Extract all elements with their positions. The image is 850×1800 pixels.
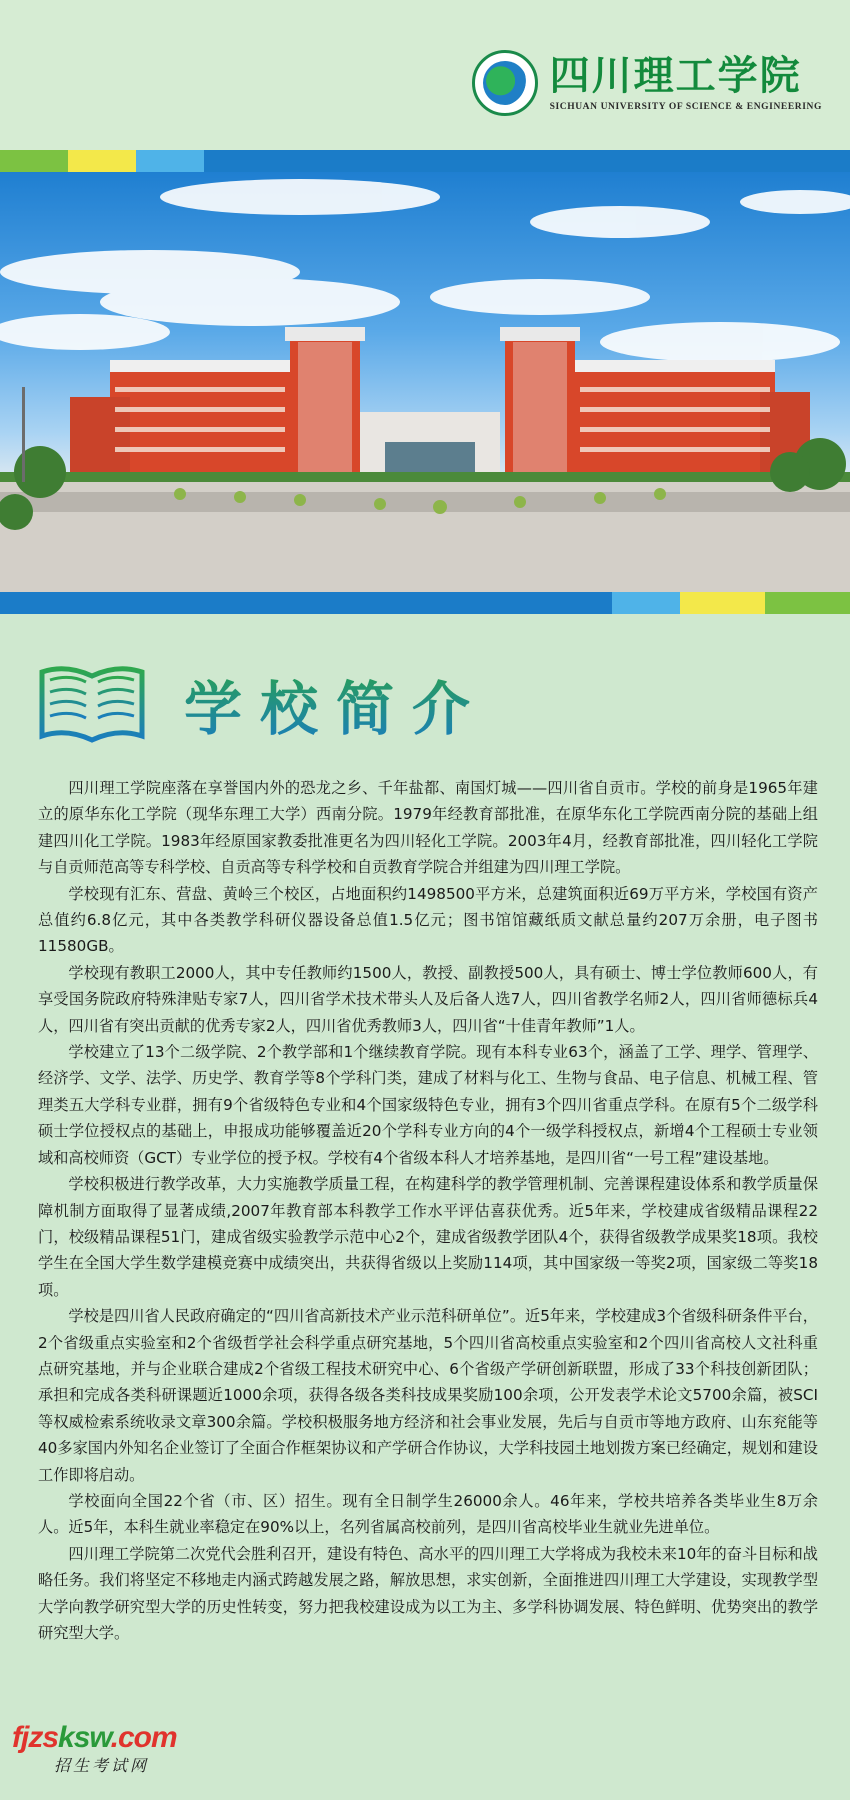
paragraph: 学校建立了13个二级学院、2个教学部和1个继续教育学院。现有本科专业63个，涵盖了工学、理学、管理学、经济学、文学、法学、历史学、教育学等8个学科门类，建成了材料与化工、生物与食品、电子信息、机械工程、管理类五大学科专业群，拥有9个省级特色专业和4个国家级特色专业，拥有3个四川省重点学科。在原有5个二级学科硕士学位授权点的基础上，申报成功能够覆盖近20个学科专业方向的4个一级学科授权点，新增4个工程硕士专业领域和高校师资（GCT）专业学位的授予权。学校有4个省级本科人才培养基地，是四川省“一号工程”建设基地。 — [38, 1043, 818, 1167]
watermark-part: .com — [110, 1721, 177, 1754]
paragraph: 学校积极进行教学改革，大力实施教学质量工程，在构建科学的教学管理机制、完善课程建设体系和教学质量保障机制方面取得了显著成绩,2007年教育部本科教学工作水平评估喜获优秀。近5年来，学校建成省级精品课程22门，校级精品课程51门，建成省级实验教学示范中心2个，建成省级教学团队4个，获得省级教学成果奖18项。我校学生在全国大学生数学建模竞赛中成绩突出，共获得省级以上奖励114项，其中国家级一等奖2项，国家级二等奖18项。 — [38, 1175, 818, 1299]
watermark-domain — [12, 1721, 177, 1755]
logo-english-name: SICHUAN UNIVERSITY OF SCIENCE & ENGINEERING — [549, 102, 822, 112]
logo-text — [550, 54, 822, 112]
site-watermark — [12, 1721, 177, 1776]
paragraph: 学校是四川省人民政府确定的“四川省高新技术产业示范科研单位”。近5年来，学校建成3个省级科研条件平台，2个省级重点实验室和2个省级哲学社会科学重点研究基地，5个四川省高校重点实验室和2个四川省高校人文社科重点研究基地，并与企业联合建成2个省级工程技术研究中心、6个省级产学研创新联盟，形成了33个科技创新团队；承担和完成各类科研课题近1000余项，获得各级各类科技成果奖励100余项，公开发表学术论文5700余篇，被SCI等权威检索系统收录文章300余篇。学校积极服务地方经济和社会事业发展，先后与自贡市等地方政府、山东兖能等40多家国内外知名企业签订了全面合作框架协议和产学研合作协议，大学科技园土地划拨方案已经确定，规划和建设工作即将启动。 — [38, 1307, 818, 1484]
introduction-text — [38, 775, 818, 1646]
paragraph: 学校现有教职工2000人，其中专任教师约1500人，教授、副教授500人，具有硕士、博士学位教师600人，有享受国务院政府特殊津贴专家7人，四川省学术技术带头人及后备人选7人，四川省教学名师2人，四川省师德标兵4人，四川省有突出贡献的优秀专家2人，四川省优秀教师3人，四川省“十佳青年教师”1人。 — [38, 963, 818, 1035]
section-header — [38, 662, 488, 746]
open-book-icon — [38, 662, 146, 746]
watermark-part: fjzs — [12, 1721, 59, 1754]
top-color-stripe — [0, 150, 850, 172]
logo-chinese-name: 四川理工学院 — [549, 52, 802, 99]
header — [0, 0, 850, 150]
paragraph: 四川理工学院座落在享誉国内外的恐龙之乡、千年盐都、南国灯城——四川省自贡市。学校的前身是1965年建立的原华东化工学院（现华东理工大学）西南分院。1979年经教育部批准，在原华东化工学院西南分院的基础上组建四川化工学院。1983年经原国家教委批准更名为四川轻化工学院。2003年4月，经教育部批准，四川轻化工学院与自贡师范高等专科学校、自贡高等专科学校和自贡教育学院合并组建为四川理工学院。 — [38, 779, 818, 877]
bottom-color-stripe — [0, 592, 850, 614]
campus-photo — [0, 172, 850, 592]
university-logo[interactable] — [472, 50, 822, 116]
paragraph: 学校面向全国22个省（市、区）招生。现有全日制学生26000余人。46年来，学校共培养各类毕业生8万余人。近5年，本科生就业率稳定在90%以上，名列省属高校前列，是四川省高校毕业生就业先进单位。 — [38, 1491, 818, 1537]
university-emblem-icon — [472, 50, 538, 116]
section-title: 学校简介 — [184, 662, 488, 746]
watermark-part: ksw — [58, 1721, 111, 1754]
paragraph: 学校现有汇东、营盘、黄岭三个校区，占地面积约1498500平方米，总建筑面积近69万平方米，学校国有资产总值约6.8亿元，其中各类教学科研仪器设备总值1.5亿元；图书馆馆藏纸质文献总量约207万余册，电子图书11580GB。 — [38, 884, 818, 956]
paragraph: 四川理工学院第二次党代会胜利召开，建设有特色、高水平的四川理工大学将成为我校未来10年的奋斗目标和战略任务。我们将坚定不移地走内涵式跨越发展之路，解放思想，求实创新，全面推进四川理工大学建设，实现教学型大学向教学研究型大学的历史性转变，努力把我校建设成为以工为主、多学科协调发展、特色鲜明、优势突出的教学研究型大学。 — [38, 1544, 818, 1642]
watermark-caption: 招生考试网 — [54, 1756, 150, 1775]
